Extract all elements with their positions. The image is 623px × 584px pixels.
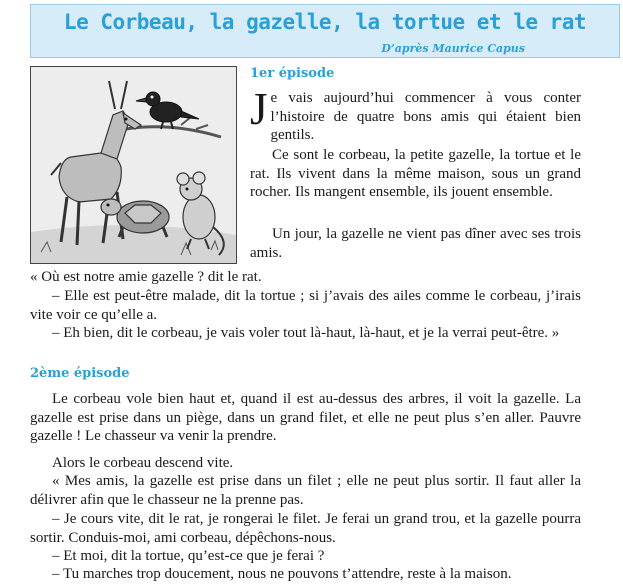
story-illustration — [30, 66, 237, 264]
episode-2-heading: 2ème épisode — [30, 366, 130, 381]
illustration-gazelle-crow-turtle-rat-icon — [31, 67, 236, 263]
episode-1-dialogue-1: « Où est notre amie gazelle ? dit le rat. — [30, 269, 262, 285]
episode-1-paragraph-2: Ce sont le corbeau, la petite gazelle, la tortue et le rat. Ils vivent dans la même maison, sous un grand rocher. Ils mangent ensemble, ils jouent ensemble. — [250, 147, 581, 200]
episode-1-paragraph-3: Un jour, la gazelle ne vient pas dîner avec ses trois amis. — [250, 226, 581, 261]
episode-2-dialogue-3: – Et moi, dit la tortue, qu’est-ce que je ferai ? — [52, 548, 325, 564]
story-author: D’après Maurice Capus — [381, 42, 525, 55]
title-banner — [30, 4, 620, 58]
episode-2-dialogue-2: – Je cours vite, dit le rat, je rongerai le filet. Je ferai un grand trou, et la gazelle pourra sortir. Conduis-moi, ami corbeau, dépêchons-nous. — [30, 511, 581, 546]
episode-1-heading: 1er épisode — [250, 66, 335, 81]
paragraph-text: e vais aujourd’hui commencer à vous conter l’histoire de quatre bons amis qui étaient bien gentils. — [270, 90, 581, 143]
drop-cap: J — [250, 84, 268, 134]
episode-2-paragraph-1: Le corbeau vole bien haut et, quand il est au-dessus des arbres, il voit la gazelle. La gazelle est prise dans un piège, dans un grand filet, et elle ne peut plus s’en aller. Pauvre gazelle ! Le chasseur va venir la prendre. — [30, 391, 581, 444]
episode-1-dialogue-3: – Eh bien, dit le corbeau, je vais voler tout là-haut, là-haut, et je la verrai peut-être. » — [52, 325, 560, 341]
story-title: Le Corbeau, la gazelle, la tortue et le rat — [63, 10, 587, 34]
episode-2-dialogue-1: « Mes amis, la gazelle est prise dans un filet ; elle ne peut plus sortir. Il faut aller la délivrer afin que le chasseur ne la prenne pas. — [30, 473, 581, 508]
episode-2-paragraph-2: Alors le corbeau descend vite. — [52, 455, 234, 471]
episode-1-dialogue-2: – Elle est peut-être malade, dit la tortue ; si j’avais des ailes comme le corbeau, j’irais vite voir ce qu’elle a. — [30, 288, 581, 323]
episode-2-dialogue-4: – Tu marches trop doucement, nous ne pouvons t’attendre, reste à la maison. — [52, 566, 512, 582]
episode-1-paragraph-1 — [250, 84, 581, 145]
